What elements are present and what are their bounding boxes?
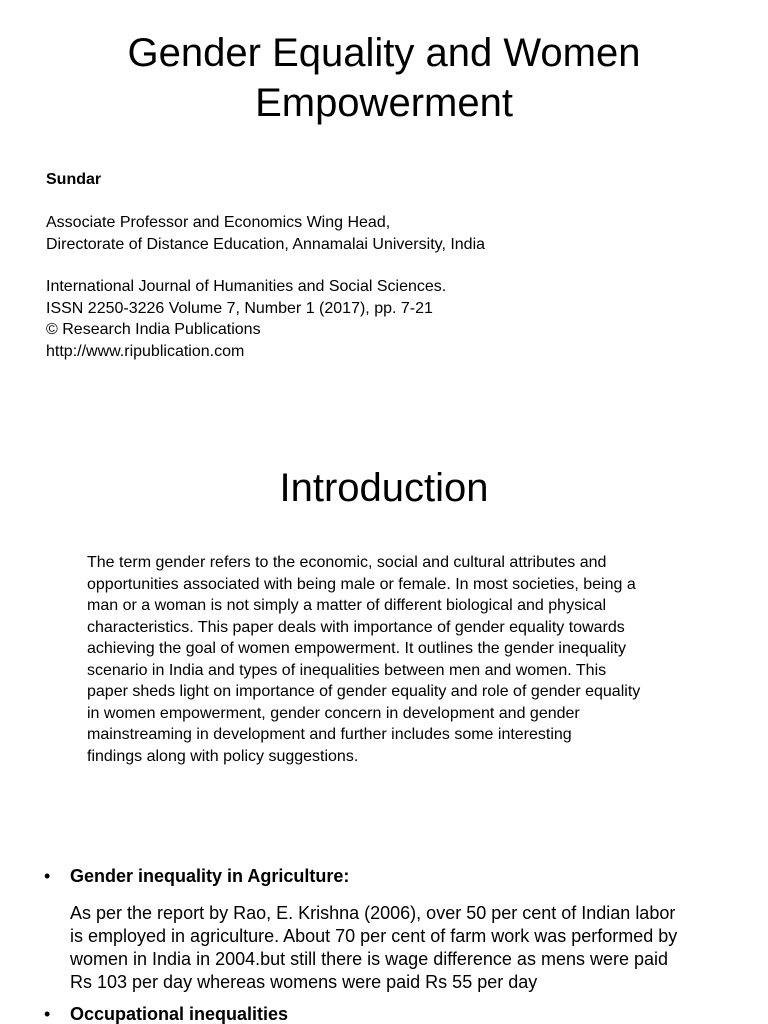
section-text-line: As per the report by Rao, E. Krishna (2006), over 50 per cent of Indian labor	[70, 903, 676, 923]
journal-issn: ISSN 2250-3226 Volume 7, Number 1 (2017), pp. 7-21	[46, 299, 433, 317]
paragraph-line: achieving the goal of women empowerment. It outlines the gender inequality	[87, 640, 626, 657]
section-text-line: is employed in agriculture. About 70 per cent of farm work was performed by	[70, 926, 678, 946]
section-text-line: women in India in 2004.but still there is wage difference as mens were paid	[70, 949, 669, 969]
bullet-icon: •	[44, 1004, 51, 1024]
introduction-paragraph	[87, 552, 707, 767]
bullet-icon: •	[44, 866, 51, 886]
author-name: Sundar	[46, 171, 102, 188]
section-heading: Occupational inequalities	[70, 1004, 289, 1024]
section-text	[70, 902, 768, 994]
introduction-heading: Introduction	[279, 466, 489, 510]
author-affiliation	[46, 212, 485, 255]
list-item	[0, 1002, 768, 1024]
title-line: Empowerment	[255, 81, 513, 125]
paragraph-line: The term gender refers to the economic, social and cultural attributes and	[87, 554, 607, 571]
paragraph-line: scenario in India and types of inequalities between men and women. This	[87, 661, 607, 679]
paragraph-line: mainstreaming in development and further includes some interesting	[87, 726, 572, 743]
list-item	[0, 864, 768, 994]
paragraph-line: man or a woman is not simply a matter of different biological and physical	[87, 597, 607, 614]
affiliation-line: Associate Professor and Economics Wing Head,	[46, 214, 391, 231]
paragraph-line: characteristics. This paper deals with importance of gender equality towards	[87, 618, 625, 636]
paragraph-line: in women empowerment, gender concern in development and gender	[87, 704, 580, 722]
section-heading: Gender inequality in Agriculture:	[70, 866, 350, 886]
paragraph-line: opportunities associated with being male or female. In most societies, being a	[87, 575, 636, 593]
section-list	[0, 864, 768, 1024]
affiliation-line: Directorate of Distance Education, Annamalai University, India	[46, 235, 486, 253]
page-title	[0, 28, 768, 128]
paragraph-line: findings along with policy suggestions.	[87, 747, 359, 765]
journal-copyright: © Research India Publications	[46, 321, 261, 338]
journal-name: International Journal of Humanities and Social Sciences.	[46, 278, 447, 295]
journal-url[interactable]: http://www.ripublication.com	[46, 342, 245, 360]
paragraph-line: paper sheds light on importance of gender equality and role of gender equality	[87, 683, 641, 700]
journal-info	[46, 276, 446, 362]
title-line: Gender Equality and Women	[127, 31, 641, 75]
section-text-line: Rs 103 per day whereas womens were paid Rs 55 per day	[70, 972, 538, 992]
